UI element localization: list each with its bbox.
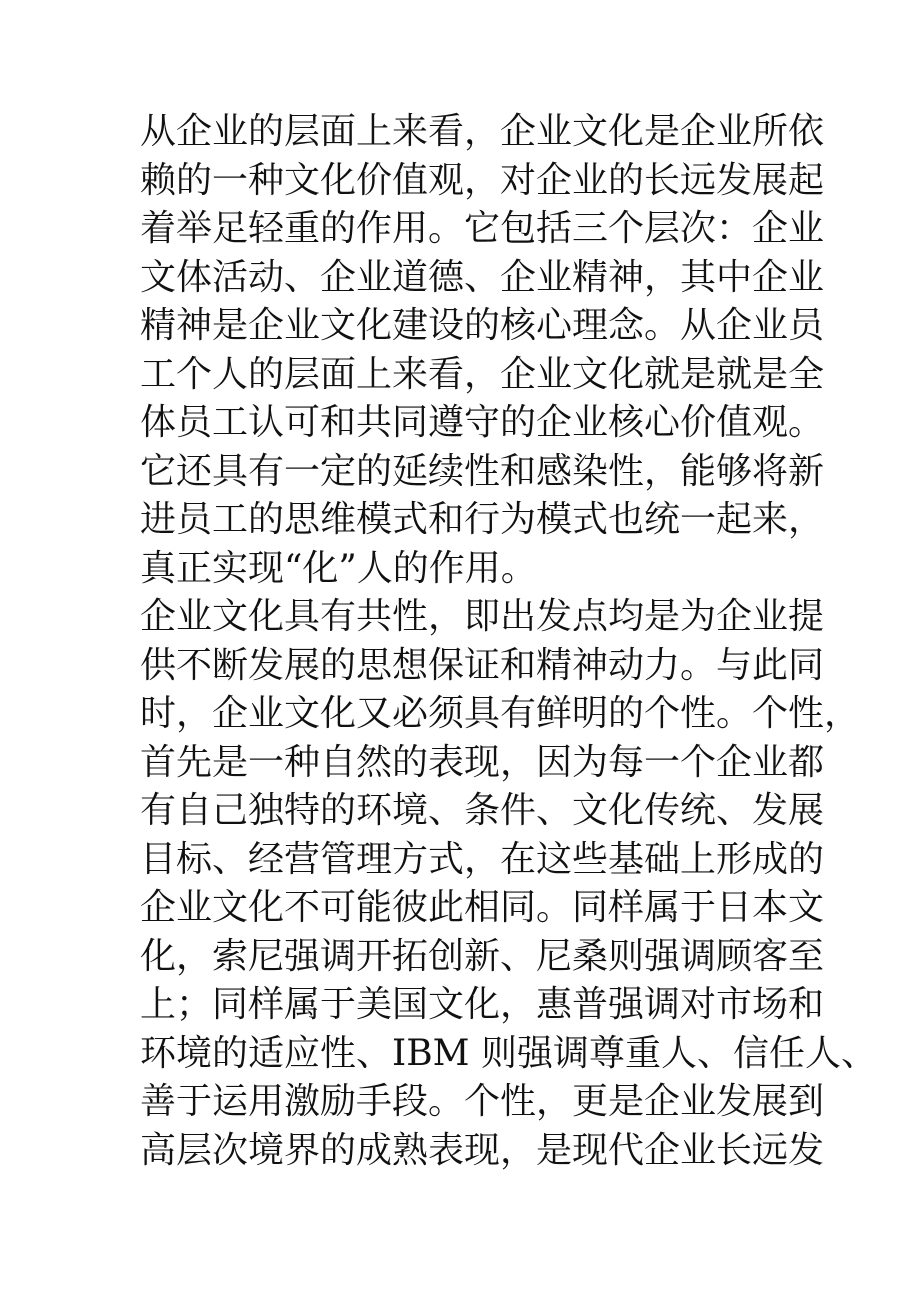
text-line: 上；同样属于美国文化，惠普强调对市场和 [140, 984, 825, 1025]
text-line: 精神是企业文化建设的核心理念。从企业员 [140, 305, 825, 346]
text-line: 企业文化具有共性，即出发点均是为企业提 [140, 596, 825, 637]
text-line: 文体活动、企业道德、企业精神，其中企业 [140, 256, 825, 298]
text-line: 赖的一种文化价值观，对企业的长远发展起 [140, 159, 825, 201]
text-line: 高层次境界的成熟表现，是现代企业长远发 [140, 1129, 825, 1171]
text-line: 目标、经营管理方式，在这些基础上形成的 [140, 838, 825, 880]
text-line: 首先是一种自然的表现，因为每一个企业都 [140, 741, 825, 783]
text-line: 进员工的思维模式和行为模式也统一起来， [140, 499, 825, 540]
text-line: 化，索尼强调开拓创新、尼桑则强调顾客至 [140, 935, 825, 977]
text-line: 从企业的层面上来看，企业文化是企业所依 [140, 111, 825, 152]
document-body-text [140, 108, 877, 1175]
text-line: 善于运用激励手段。个性，更是企业发展到 [140, 1081, 825, 1122]
text-line: 体员工认可和共同遵守的企业核心价值观。 [140, 402, 825, 443]
text-line: 企业文化不可能彼此相同。同样属于日本文 [140, 887, 825, 928]
text-line: 真正实现“化”人的作用。 [140, 547, 537, 589]
text-line: 有自己独特的环境、条件、文化传统、发展 [140, 790, 825, 831]
text-line: 环境的适应性、IBM 则强调尊重人、信任人、 [140, 1032, 877, 1074]
text-line: 供不断发展的思想保证和精神动力。与此同 [140, 644, 825, 686]
text-line: 它还具有一定的延续性和感染性，能够将新 [140, 450, 825, 492]
text-line: 着举足轻重的作用。它包括三个层次：企业 [140, 208, 825, 249]
text-line: 时，企业文化又必须具有鲜明的个性。个性， [140, 693, 861, 734]
text-line: 工个人的层面上来看，企业文化就是就是全 [140, 353, 825, 395]
